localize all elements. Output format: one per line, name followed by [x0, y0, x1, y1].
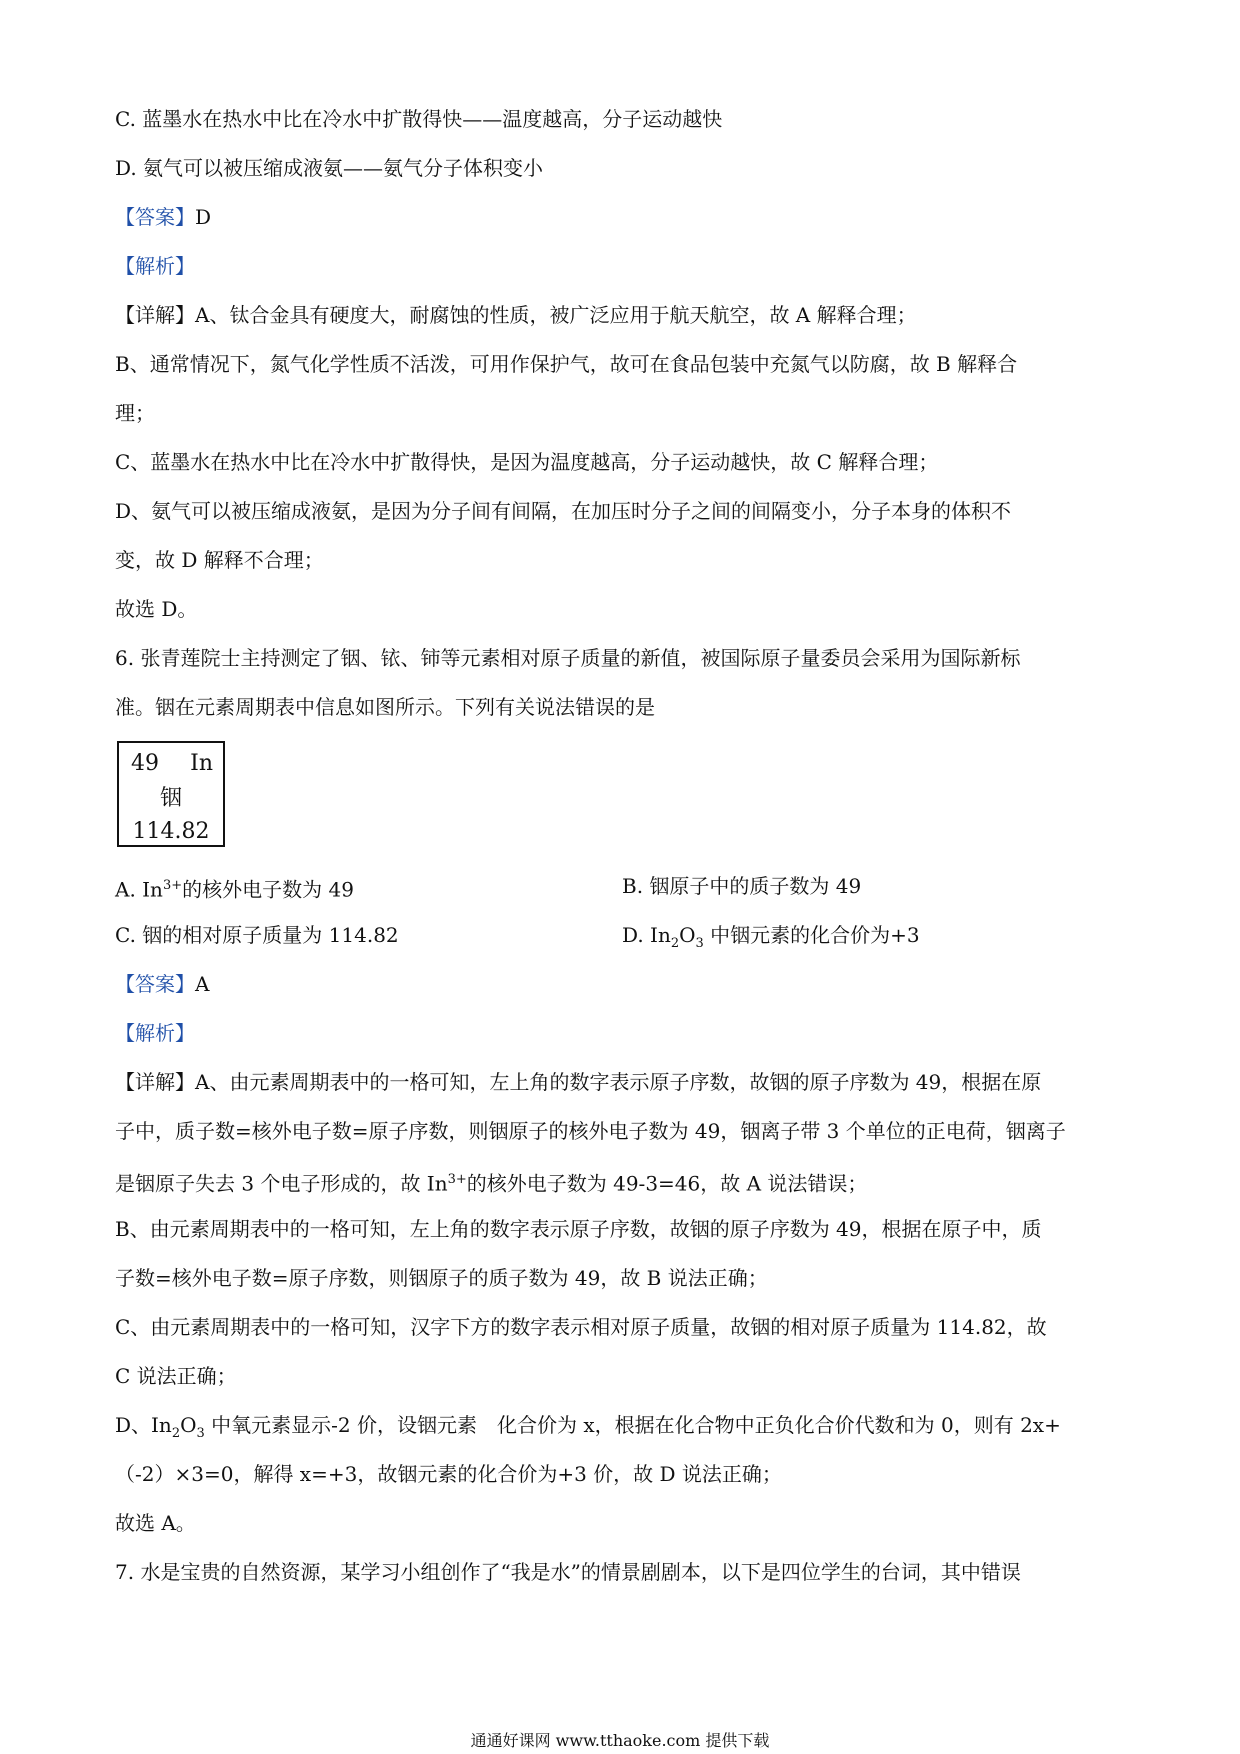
question-6-line1: 6. 张青莲院士主持测定了铟、铱、铈等元素相对原子质量的新值，被国际原子量委员会采用为国际新标: [115, 646, 1021, 670]
option-d-5: D. 氨气可以被压缩成液氨——氨气分子体积变小: [115, 156, 544, 180]
detail-6-a1-text: A、由元素周期表中的一格可知，左上角的数字表示原子序数，故铟的原子序数为 49，根据在原: [195, 1070, 1042, 1094]
question-6-line2: 准。铟在元素周期表中信息如图所示。下列有关说法错误的是: [115, 695, 655, 719]
detail-6-c1: C、由元素周期表中的一格可知，汉字下方的数字表示相对原子质量，故铟的相对原子质量为 114.82，故: [115, 1315, 1047, 1339]
detail-6-a3-pre: 是铟原子失去 3 个电子形成的，故 In: [115, 1171, 448, 1196]
detail-6-a2: 子中，质子数=核外电子数=原子序数，则铟原子的核外电子数为 49，铟离子带 3 个单位的正电荷，铟离子: [115, 1119, 1066, 1143]
option-d-6-sub1: 2: [670, 936, 680, 951]
option-d-6-mid: O: [679, 923, 696, 947]
detail-6-d1-pre: D、In: [115, 1413, 172, 1437]
detail-5-a: [115, 302, 917, 328]
detail-5-c: C、蓝墨水在热水中比在冷水中扩散得快，是因为温度越高，分子运动越快，故 C 解释合理；: [115, 450, 939, 474]
element-symbol: In: [190, 751, 213, 776]
detail-5-b1: B、通常情况下，氮气化学性质不活泼，可用作保护气，故可在食品包装中充氮气以防腐，故 B 解释合: [115, 352, 1018, 376]
detail-5-d2: 变，故 D 解释不合理；: [115, 548, 324, 572]
answer-5: 【答案】D: [115, 205, 212, 229]
detail-6-d1-sub1: 2: [171, 1426, 181, 1441]
answer-label-6: 答案: [135, 972, 175, 996]
option-c-6: C. 铟的相对原子质量为 114.82: [115, 923, 399, 947]
detail-6-d1: [115, 1412, 1061, 1447]
answer-6-value: A: [195, 972, 210, 996]
detail-6-a1: [115, 1069, 1041, 1095]
option-a-6-post: 的核外电子数为 49: [182, 877, 354, 902]
conclusion-6: 故选 A。: [115, 1511, 196, 1535]
detail-label-6: 【详解】: [115, 1070, 195, 1094]
answer-5-value: D: [195, 205, 212, 229]
answer-6: 【答案】A: [115, 972, 210, 996]
element-name: 铟: [159, 786, 182, 811]
analysis-label: 解析: [135, 254, 175, 278]
conclusion-5: 故选 D。: [115, 597, 198, 621]
detail-6-b1: B、由元素周期表中的一格可知，左上角的数字表示原子序数，故铟的原子序数为 49，根据在原子中，质: [115, 1217, 1042, 1241]
option-b-6: B. 铟原子中的质子数为 49: [622, 874, 862, 898]
analysis-label-6: 解析: [135, 1021, 175, 1045]
detail-6-d1-mid: O: [180, 1413, 197, 1437]
detail-label: 【详解】: [115, 303, 195, 327]
option-c-5: C. 蓝墨水在热水中比在冷水中扩散得快——温度越高，分子运动越快: [115, 107, 723, 131]
option-d-6-pre: D. In: [622, 923, 671, 947]
detail-6-a3-post: 的核外电子数为 49-3=46，故 A 说法错误；: [466, 1171, 868, 1196]
question-7: 7. 水是宝贵的自然资源，某学习小组创作了“我是水”的情景剧剧本，以下是四位学生的台词，其中错误: [115, 1560, 1021, 1584]
detail-6-d1-sub2: 3: [196, 1426, 205, 1441]
analysis-6: 【解析】: [115, 1021, 195, 1045]
detail-6-b2: 子数=核外电子数=原子序数，则铟原子的质子数为 49，故 B 说法正确；: [115, 1266, 768, 1290]
periodic-element-card: [117, 741, 225, 847]
option-d-6: [622, 922, 920, 957]
analysis-5: 【解析】: [115, 254, 195, 278]
detail-5-d1: D、氨气可以被压缩成液氨，是因为分子间有间隔，在加压时分子之间的间隔变小，分子本身的体积不: [115, 499, 1012, 523]
detail-6-d2: （-2）×3=0，解得 x=+3，故铟元素的化合价为+3 价，故 D 说法正确；: [115, 1462, 782, 1486]
option-d-6-sub2: 3: [695, 936, 704, 951]
atomic-number: 49: [131, 751, 159, 776]
atomic-mass: 114.82: [132, 819, 210, 844]
detail-6-d1-post: 中氧元素显示-2 价，设铟元素 化合价为 x，根据在化合物中正负化合价代数和为 0，则有 2x+: [204, 1413, 1061, 1437]
answer-label: 答案: [135, 205, 175, 229]
footer-watermark: 通通好课网 www.tthaoke.com 提供下载: [470, 1731, 770, 1750]
detail-6-a3-sup: 3+: [447, 1172, 467, 1187]
detail-5-b2: 理；: [115, 401, 155, 425]
option-d-6-post: 中铟元素的化合价为+3: [703, 923, 920, 947]
option-a-6-pre: A. In: [115, 877, 163, 902]
option-a-6: [115, 873, 354, 903]
detail-6-c2: C 说法正确；: [115, 1364, 237, 1388]
detail-5-a-text: A、钛合金具有硬度大，耐腐蚀的性质，被广泛应用于航天航空，故 A 解释合理；: [195, 303, 917, 327]
detail-6-a3: [115, 1167, 867, 1197]
option-a-6-sup: 3+: [162, 878, 183, 893]
